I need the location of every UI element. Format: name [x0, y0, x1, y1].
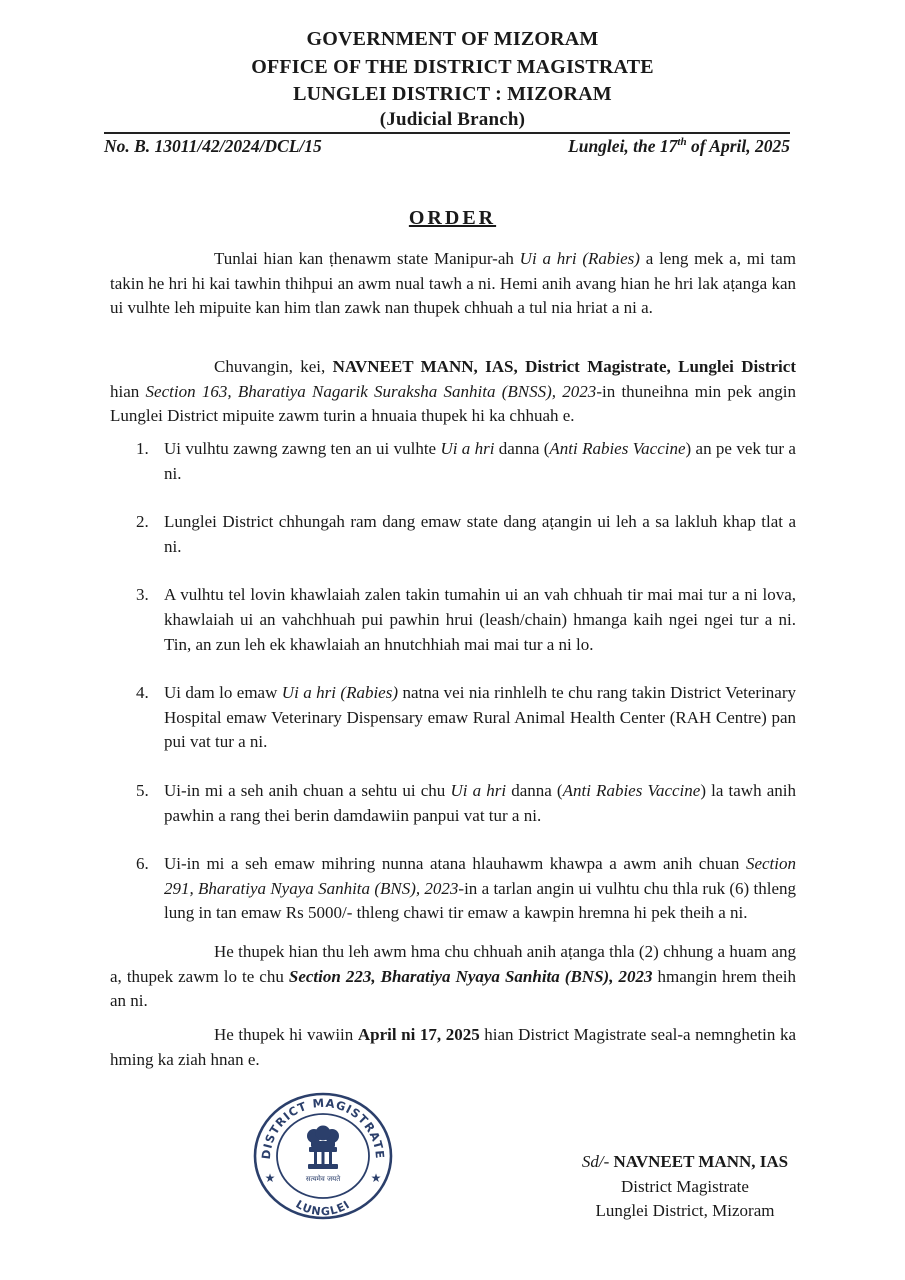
- order-title: ORDER: [408, 207, 497, 229]
- paragraph-validity: He thupek hian thu leh awm hma chu chhuah anih aṭanga thla (2) chhung a huam ang a, thupek zawm lo te chu Section 223, Bharatiya Nyaya Sanhita (BNS), 2023 hmangin hrem theih an ni.: [110, 942, 796, 1011]
- seal-bottom-text: LUNGLEI: [293, 1197, 353, 1219]
- district-magistrate-seal: [248, 1088, 398, 1226]
- order-list: [110, 437, 796, 926]
- header-office: OFFICE OF THE DISTRICT MAGISTRATE: [251, 56, 654, 78]
- signatory-title: District Magistrate: [621, 1176, 749, 1196]
- header-district: LUNGLEI DISTRICT : MIZORAM: [293, 83, 612, 105]
- list-item: 5. Ui-in mi a seh anih chuan a sehtu ui chu Ui a hri danna (Anti Rabies Vaccine) la tawh anih pawhin a rang thei berin damdawiin panpui vat tur a ni.: [136, 780, 796, 825]
- order-date: Lunglei, the 17th of April, 2025: [568, 136, 790, 156]
- reference-number: No. B. 13011/42/2024/DCL/15: [104, 136, 322, 156]
- paragraph-authority: Chuvangin, kei, NAVNEET MANN, IAS, District Magistrate, Lunglei District hian Section 163, Bharatiya Nagarik Suraksha Sanhita (BNSS), 2023-in thuneihna min pek angin Lunglei District mipuite zawm turin a hnuaia thupek hi ka chhuah e.: [110, 357, 796, 426]
- list-item: 4. Ui dam lo emaw Ui a hri (Rabies) natna vei nia rinhlelh te chu rang takin District Veterinary Hospital emaw Veterinary Dispensary emaw Rural Animal Health Center (RAH Centre) pan pui vat tur a ni.: [136, 683, 796, 752]
- list-item: 2. Lunglei District chhungah ram dang emaw state dang aṭangin ui leh a sa lakluh khap tlat a ni.: [136, 512, 796, 556]
- paragraph-intro: Tunlai hian kan ṭhenawm state Manipur-ah Ui a hri (Rabies) a leng mek a, mi tam takin he hri hi kai tawhin thihpui an awm nual tawh a ni. Hemi anih avang hian he hri lak aṭanga kan ui vulhte leh mipuite kan him tlan zawk nan thupek chhuah a tul nia hriat a ni a.: [110, 249, 796, 318]
- header-branch: (Judicial Branch): [379, 109, 526, 130]
- signatory-place: Lunglei District, Mizoram: [595, 1201, 775, 1220]
- emblem-icon: [307, 1126, 339, 1170]
- list-item: 3. A vulhtu tel lovin khawlaiah zalen takin tumahin ui an vah chhuah tir mai mai tur a ni lova, khawlaiah ui an vahchhuah pui pawhin hrui (leash/chain) hmanga kaih ngei ngei tur a ni. Tin, an zun leh ek khawlaiah an hnutchhiah mai mai tur a ni lo.: [136, 585, 796, 654]
- emblem-motto: सत्यमेव जयते: [305, 1175, 341, 1183]
- paragraph-seal-statement: He thupek hi vawiin April ni 17, 2025 hian District Magistrate seal-a nemnghetin ka hming ka ziah hnan e.: [110, 1025, 796, 1069]
- list-item: 1. Ui vulhtu zawng zawng ten an ui vulhte Ui a hri danna (Anti Rabies Vaccine) an pe vek tur a ni.: [136, 439, 796, 483]
- star-icon: ★: [264, 1171, 276, 1185]
- signature-block: [540, 1150, 830, 1224]
- reference-line: [104, 132, 790, 158]
- signatory-name: Sd/- NAVNEET MANN, IAS: [581, 1152, 789, 1171]
- star-icon: ★: [370, 1171, 382, 1185]
- list-item: 6. Ui-in mi a seh emaw mihring nunna atana hlauhawm khawpa a awm anih chuan Section 291, Bharatiya Nyaya Sanhita (BNS), 2023-in a tarlan angin ui vulhtu chu thla ruk (6) thleng lung in tan emaw Rs 5000/- thleng chawi tir emaw a kawpin hremna hi pek theih a ni.: [136, 854, 797, 923]
- seal-top-text: DISTRICT MAGISTRATE: [258, 1095, 388, 1160]
- header-government: GOVERNMENT OF MIZORAM: [306, 28, 599, 50]
